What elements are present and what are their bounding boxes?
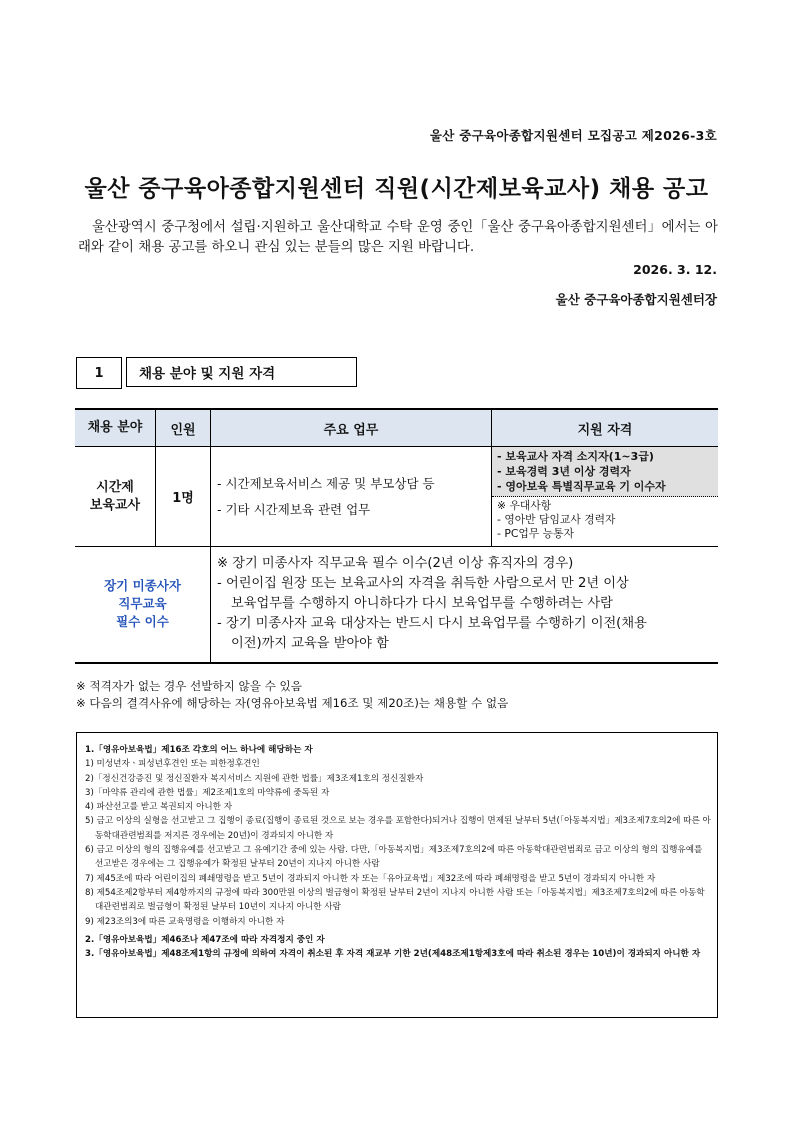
field-cell: 시간제 보육교사 [75, 447, 156, 547]
document-number: 울산 중구육아종합지원센터 모집공고 제2026-3호 [429, 128, 717, 143]
note-item: ※ 다음의 결격사유에 해당하는 자(영유아보육법 제16조 및 제20조)는 채용할 수 없음 [76, 696, 509, 710]
disqualification-heading: 1.「영유아보육법」제16조 각호의 어느 하나에 해당하는 자 [85, 745, 313, 755]
header-count: 인원 [156, 409, 211, 447]
preferred-item: - 영아반 담임교사 경력자 [497, 513, 616, 526]
table-header-row [75, 409, 718, 447]
preferred-qualifications [492, 497, 718, 543]
long-term-training-label: 장기 미종사자 직무교육 필수 이수 [75, 547, 211, 663]
duty-item: - 기타 시간제보육 관련 업무 [217, 501, 371, 517]
required-qualifications [492, 447, 718, 497]
list-item: 8) 제54조제2항부터 제4항까지의 규정에 따라 300만원 이상의 벌금형이 확정된 날부터 2년이 지나지 아니한 사람 또는「아동복지법」제3조제7호의2에 따른 아동학대관련범죄로 벌금형이 확정된 날부터 10년이 지나지 아니한 사람 [85, 887, 705, 913]
announcement-date: 2026. 3. 12. [633, 262, 717, 277]
notes [76, 678, 508, 712]
long-term-training-content [211, 547, 719, 663]
list-item: 6) 금고 이상의 형의 집행유예를 선고받고 그 유예기간 중에 있는 사람. 다만,「아동복지법」제3조제7호의2에 따른 아동학대관련범죄로 금고 이상의 형의 집행유예를 선고받은 경우에는 그 집행유예가 확정된 날부터 20년이 지나지 아니한 사람 [85, 845, 703, 870]
header-duties: 주요 업무 [211, 409, 492, 447]
required-item: - 보육교사 자격 소지자(1~3급) [497, 450, 654, 463]
recruitment-table [75, 408, 718, 664]
disqualification-heading: 2.「영유아보육법」제46조나 제47조에 따라 자격정지 중인 자 [85, 934, 325, 945]
list-item: 3)「마약류 관리에 관한 법률」제2조제1호의 마약류에 중독된 자 [85, 787, 330, 798]
duties-cell [211, 447, 492, 547]
qualification-cell [492, 447, 719, 547]
list-item: 7) 제45조에 따라 어린이집의 폐쇄명령을 받고 5년이 경과되지 아니한 자 또는「유아교육법」제32조에 따라 폐쇄명령을 받고 5년이 경과되지 아니한 자 [85, 873, 656, 884]
list-item: 5) 금고 이상의 실형을 선고받고 그 집행이 종료(집행이 종료된 것으로 보는 경우를 포함한다)되거나 집행이 면제된 날부터 5년(「아동복지법」제3조제7호의2에 따른 아동학대관련범죄를 저지른 경우에는 20년)이 경과되지 아니한 자 [85, 816, 711, 841]
header-qualification: 지원 자격 [492, 409, 719, 447]
table-row [75, 447, 718, 547]
intro-paragraph: 울산광역시 중구청에서 설립·지원하고 울산대학교 수탁 운영 중인「울산 중구육아종합지원센터」에서는 아래와 같이 채용 공고를 하오니 관심 있는 분들의 많은 지원 바랍니다. [78, 220, 718, 255]
training-item-cont: 보육업무를 수행하지 아니하다가 다시 보육업무를 수행하려는 사람 [231, 596, 613, 612]
training-note: ※ 장기 미종사자 직무교육 필수 이수(2년 이상 휴직자의 경우) [217, 556, 574, 572]
table-row [75, 547, 718, 663]
signer: 울산 중구육아종합지원센터장 [555, 292, 717, 307]
list-item: 4) 파산선고를 받고 복권되지 아니한 자 [85, 802, 233, 813]
training-item: - 어린이집 원장 또는 보육교사의 자격을 취득한 사람으로서 만 2년 이상 [217, 576, 629, 592]
header-field: 채용 분야 [75, 409, 156, 447]
list-item: 2)「정신건강증진 및 정신질환자 복지서비스 지원에 관한 법률」제3조제1호의 정신질환자 [85, 773, 424, 784]
required-item: - 보육경력 3년 이상 경력자 [497, 465, 631, 478]
disqualification-box [76, 732, 718, 1018]
page-title: 울산 중구육아종합지원센터 직원(시간제보육교사) 채용 공고 [84, 176, 709, 202]
note-item: ※ 적격자가 없는 경우 선발하지 않을 수 있음 [76, 679, 302, 693]
duty-item: - 시간제보육서비스 제공 및 부모상담 등 [217, 475, 435, 491]
list-item: 9) 제23조의3에 따른 교육명령을 이행하지 아니한 자 [85, 916, 285, 927]
section-number: 1 [76, 357, 122, 389]
required-item: - 영아보육 특별직무교육 기 이수자 [497, 480, 666, 493]
preferred-title: ※ 우대사항 [497, 499, 552, 512]
preferred-item: - PC업무 능통자 [497, 527, 574, 540]
training-item-cont: 이전)까지 교육을 받아야 함 [231, 636, 389, 652]
count-cell: 1명 [156, 447, 211, 547]
section-title: 채용 분야 및 지원 자격 [126, 357, 357, 387]
disqualification-heading: 3.「영유아보육법」제48조제1항의 규정에 의하여 자격이 취소된 후 자격 재교부 기한 2년(제48조제1항제3호에 따라 취소된 경우는 10년)이 경과되지 아니한 자 [85, 949, 701, 960]
training-item: - 장기 미종사자 교육 대상자는 반드시 다시 보육업무를 수행하기 이전(채용 [217, 616, 647, 632]
list-item: 1) 미성년자ㆍ피성년후견인 또는 피한정후견인 [85, 759, 260, 770]
